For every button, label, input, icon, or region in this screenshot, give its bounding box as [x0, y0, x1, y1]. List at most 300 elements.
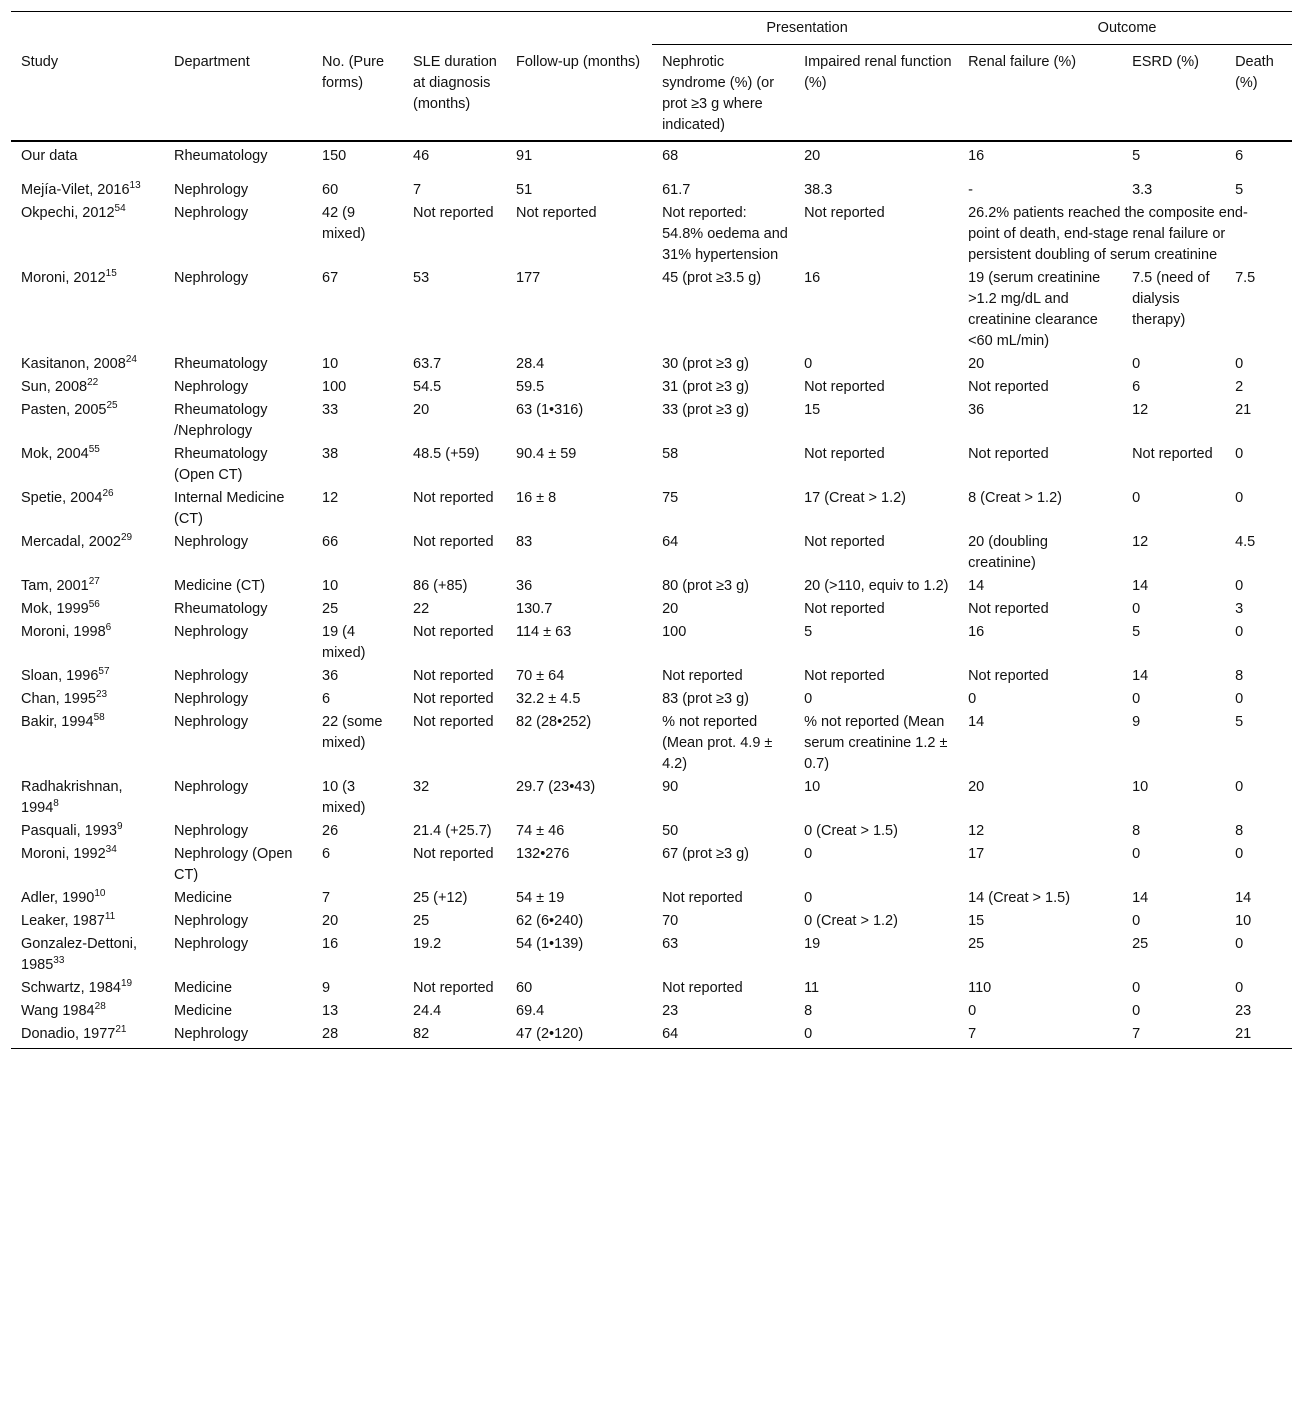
- study-name: Bakir, 1994: [21, 714, 94, 730]
- cell-death: 0: [1235, 356, 1244, 372]
- cell-esrd: 10: [1132, 779, 1149, 795]
- cell-study: [11, 665, 164, 688]
- cell-renal-failure: 110: [968, 980, 992, 996]
- cell-sle-duration: 21.4 (+25.7): [413, 823, 492, 839]
- study-name: Moroni, 2012: [21, 270, 106, 286]
- cell-esrd: 6: [1132, 379, 1141, 395]
- study-name: Gonzalez-Dettoni, 1985: [21, 936, 138, 973]
- lupus-nephritis-studies-table-container: [11, 11, 1292, 1049]
- cell-sle-duration: 54.5: [413, 379, 442, 395]
- table-row: [11, 443, 1292, 487]
- cell-impaired-renal-function: 8: [804, 1003, 813, 1019]
- table-row: [11, 933, 1292, 977]
- column-header-study: Study: [11, 45, 164, 142]
- cell-follow-up: 114 ± 63: [516, 624, 572, 640]
- cell-nephrotic-syndrome: 75: [662, 490, 679, 506]
- cell-renal-failure: 19 (serum creatinine >1.2 mg/dL and creatinine clearance <60 mL/min): [968, 270, 1101, 349]
- cell-follow-up: 51: [516, 182, 533, 198]
- cell-renal-failure: 14: [968, 714, 985, 730]
- cell-follow-up: 62 (6•240): [516, 913, 584, 929]
- cell-nephrotic-syndrome: 61.7: [662, 182, 691, 198]
- cell-impaired-renal-function: Not reported: [804, 601, 885, 617]
- table-row: [11, 820, 1292, 843]
- cell-renal-failure: Not reported: [968, 668, 1049, 684]
- cell-esrd: 0: [1132, 356, 1141, 372]
- reference-number: 56: [88, 599, 100, 611]
- cell-esrd: 0: [1132, 980, 1141, 996]
- cell-department: Nephrology: [174, 936, 249, 952]
- cell-follow-up: 32.2 ± 4.5: [516, 691, 581, 707]
- cell-nephrotic-syndrome: 70: [662, 913, 679, 929]
- cell-sle-duration: 82: [413, 1026, 430, 1042]
- header-group-row: [11, 12, 1292, 45]
- cell-renal-failure: 14 (Creat > 1.5): [968, 890, 1071, 906]
- cell-number: 6: [322, 691, 331, 707]
- cell-nephrotic-syndrome: % not reported (Mean prot. 4.9 ± 4.2): [662, 714, 773, 772]
- study-name: Schwartz, 1984: [21, 980, 121, 996]
- cell-death: 7.5: [1235, 270, 1256, 286]
- cell-renal-failure: Not reported: [968, 379, 1049, 395]
- cell-follow-up: 74 ± 46: [516, 823, 565, 839]
- cell-follow-up: 60: [516, 980, 533, 996]
- cell-impaired-renal-function: 16: [804, 270, 821, 286]
- table-row: [11, 376, 1292, 399]
- cell-study: [11, 843, 164, 887]
- table-body: [11, 141, 1292, 1049]
- cell-esrd: 0: [1132, 691, 1141, 707]
- cell-sle-duration: Not reported: [413, 668, 494, 684]
- cell-follow-up: 47 (2•120): [516, 1026, 584, 1042]
- cell-death: 10: [1235, 913, 1252, 929]
- cell-renal-failure: 20 (doubling creatinine): [968, 534, 1048, 571]
- header-group-spacer: [11, 12, 652, 45]
- cell-study: [11, 621, 164, 665]
- cell-renal-failure: 16: [968, 624, 985, 640]
- cell-study: [11, 575, 164, 598]
- cell-study: [11, 443, 164, 487]
- cell-death: 21: [1235, 402, 1252, 418]
- cell-esrd: 0: [1132, 846, 1141, 862]
- cell-department: Nephrology: [174, 691, 249, 707]
- cell-impaired-renal-function: 19: [804, 936, 821, 952]
- cell-study: [11, 399, 164, 443]
- cell-department: Nephrology: [174, 270, 249, 286]
- cell-impaired-renal-function: 15: [804, 402, 821, 418]
- cell-nephrotic-syndrome: Not reported: [662, 890, 743, 906]
- cell-death: 6: [1235, 148, 1244, 164]
- cell-renal-failure: 0: [968, 691, 977, 707]
- cell-nephrotic-syndrome: 20: [662, 601, 679, 617]
- cell-follow-up: 54 ± 19: [516, 890, 565, 906]
- study-name: Mejía-Vilet, 2016: [21, 182, 130, 198]
- cell-sle-duration: 20: [413, 402, 430, 418]
- cell-impaired-renal-function: 10: [804, 779, 821, 795]
- cell-death: 0: [1235, 779, 1244, 795]
- cell-nephrotic-syndrome: 68: [662, 148, 679, 164]
- cell-number: 42 (9 mixed): [322, 205, 366, 242]
- cell-department: Internal Medicine (CT): [174, 490, 285, 527]
- cell-esrd: 14: [1132, 578, 1149, 594]
- cell-follow-up: 91: [516, 148, 533, 164]
- table-row: [11, 575, 1292, 598]
- cell-department: Medicine: [174, 1003, 233, 1019]
- header-columns-row: [11, 45, 1292, 142]
- cell-nephrotic-syndrome: Not reported: 54.8% oedema and 31% hypertension: [662, 205, 788, 263]
- cell-follow-up: 132•276: [516, 846, 570, 862]
- table-row: [11, 1023, 1292, 1049]
- table-row: [11, 843, 1292, 887]
- cell-follow-up: 36: [516, 578, 533, 594]
- cell-follow-up: 82 (28•252): [516, 714, 592, 730]
- cell-esrd: 12: [1132, 402, 1149, 418]
- cell-department: Nephrology: [174, 913, 249, 929]
- cell-death: 21: [1235, 1026, 1252, 1042]
- cell-sle-duration: 86 (+85): [413, 578, 468, 594]
- column-header-department: Department: [164, 45, 312, 142]
- study-name: Chan, 1995: [21, 691, 96, 707]
- cell-nephrotic-syndrome: 50: [662, 823, 679, 839]
- cell-impaired-renal-function: % not reported (Mean serum creatinine 1.2 ± 0.7): [804, 714, 948, 772]
- cell-esrd: 7.5 (need of dialysis therapy): [1132, 270, 1210, 328]
- study-name: Moroni, 1998: [21, 624, 106, 640]
- table-row: [11, 399, 1292, 443]
- reference-number: 21: [115, 1024, 127, 1036]
- column-header-esrd: ESRD (%): [1122, 45, 1225, 142]
- cell-follow-up: 29.7 (23•43): [516, 779, 596, 795]
- cell-follow-up: 69.4: [516, 1003, 545, 1019]
- table-row: [11, 977, 1292, 1000]
- cell-esrd: 3.3: [1132, 182, 1153, 198]
- table-row: [11, 776, 1292, 820]
- cell-study: [11, 711, 164, 776]
- cell-sle-duration: Not reported: [413, 980, 494, 996]
- cell-sle-duration: 7: [413, 182, 422, 198]
- cell-impaired-renal-function: 17 (Creat > 1.2): [804, 490, 907, 506]
- cell-study: [11, 776, 164, 820]
- cell-esrd: 14: [1132, 890, 1149, 906]
- cell-renal-failure: 17: [968, 846, 985, 862]
- reference-number: 57: [98, 666, 110, 678]
- cell-death: 14: [1235, 890, 1252, 906]
- cell-number: 38: [322, 446, 339, 462]
- cell-study: [11, 887, 164, 910]
- cell-number: 25: [322, 601, 339, 617]
- table-row: [11, 353, 1292, 376]
- cell-department: Rheumatology: [174, 356, 268, 372]
- cell-esrd: 0: [1132, 601, 1141, 617]
- cell-sle-duration: Not reported: [413, 534, 494, 550]
- cell-nephrotic-syndrome: 58: [662, 446, 679, 462]
- study-name: Mok, 2004: [21, 446, 89, 462]
- cell-impaired-renal-function: Not reported: [804, 205, 885, 221]
- cell-nephrotic-syndrome: 64: [662, 1026, 679, 1042]
- cell-department: Nephrology: [174, 205, 249, 221]
- cell-renal-failure: Not reported: [968, 601, 1049, 617]
- cell-death: 2: [1235, 379, 1244, 395]
- cell-follow-up: 16 ± 8: [516, 490, 557, 506]
- cell-department: Rheumatology: [174, 148, 268, 164]
- cell-esrd: 7: [1132, 1026, 1141, 1042]
- column-header-nephrotic-syndrome: Nephrotic syndrome (%) (or prot ≥3 g where indicated): [652, 45, 794, 142]
- cell-death: 5: [1235, 182, 1244, 198]
- cell-study: [11, 267, 164, 353]
- cell-department: Nephrology (Open CT): [174, 846, 293, 883]
- cell-death: 0: [1235, 691, 1244, 707]
- cell-number: 100: [322, 379, 347, 395]
- cell-death: 3: [1235, 601, 1244, 617]
- cell-renal-failure: 7: [968, 1026, 977, 1042]
- reference-number: 19: [120, 978, 133, 990]
- column-header-number: No. (Pure forms): [312, 45, 403, 142]
- cell-renal-failure: 20: [968, 779, 985, 795]
- cell-death: 0: [1235, 490, 1244, 506]
- reference-number: 55: [88, 444, 100, 456]
- cell-department: Medicine (CT): [174, 578, 266, 594]
- cell-study: [11, 202, 164, 267]
- cell-department: Nephrology: [174, 379, 249, 395]
- reference-number: 54: [114, 203, 126, 215]
- reference-number: 34: [105, 844, 117, 856]
- cell-impaired-renal-function: 0 (Creat > 1.2): [804, 913, 898, 929]
- cell-department: Rheumatology: [174, 601, 268, 617]
- cell-sle-duration: 32: [413, 779, 430, 795]
- cell-number: 13: [322, 1003, 339, 1019]
- cell-department: Rheumatology (Open CT): [174, 446, 268, 483]
- study-name: Spetie, 2004: [21, 490, 103, 506]
- studies-comparison-table: [11, 11, 1292, 1049]
- table-row: [11, 487, 1292, 531]
- cell-sle-duration: 63.7: [413, 356, 442, 372]
- cell-merged-outcome: 26.2% patients reached the composite end-point of death, end-stage renal failure or persistent doubling of serum creatinine: [968, 205, 1248, 263]
- cell-follow-up: 28.4: [516, 356, 545, 372]
- table-row: [11, 531, 1292, 575]
- reference-number: 8: [53, 798, 59, 810]
- cell-death: 0: [1235, 846, 1244, 862]
- study-name: Donadio, 1977: [21, 1026, 116, 1042]
- cell-renal-failure: Not reported: [968, 446, 1049, 462]
- cell-sle-duration: Not reported: [413, 691, 494, 707]
- cell-death: 0: [1235, 624, 1244, 640]
- cell-death: 8: [1235, 823, 1244, 839]
- cell-nephrotic-syndrome: Not reported: [662, 980, 743, 996]
- table-row: [11, 141, 1292, 179]
- cell-nephrotic-syndrome: Not reported: [662, 668, 743, 684]
- study-name: Moroni, 1992: [21, 846, 106, 862]
- cell-impaired-renal-function: 20 (>110, equiv to 1.2): [804, 578, 949, 594]
- reference-number: 24: [125, 354, 137, 366]
- cell-impaired-renal-function: 11: [804, 980, 820, 996]
- cell-number: 60: [322, 182, 339, 198]
- cell-impaired-renal-function: 0: [804, 846, 813, 862]
- cell-number: 67: [322, 270, 339, 286]
- cell-renal-failure: 15: [968, 913, 985, 929]
- cell-department: Nephrology: [174, 1026, 249, 1042]
- table-row: [11, 598, 1292, 621]
- column-header-sle-duration: SLE duration at diagnosis (months): [403, 45, 506, 142]
- cell-impaired-renal-function: Not reported: [804, 668, 885, 684]
- cell-death: 4.5: [1235, 534, 1256, 550]
- cell-study: [11, 688, 164, 711]
- cell-renal-failure: 36: [968, 402, 985, 418]
- cell-nephrotic-syndrome: 45 (prot ≥3.5 g): [662, 270, 762, 286]
- cell-esrd: 5: [1132, 148, 1141, 164]
- cell-follow-up: 130.7: [516, 601, 553, 617]
- table-row: [11, 910, 1292, 933]
- study-name: Adler, 1990: [21, 890, 95, 906]
- cell-sle-duration: 46: [413, 148, 430, 164]
- table-row: [11, 665, 1292, 688]
- cell-sle-duration: 25 (+12): [413, 890, 468, 906]
- cell-department: Nephrology: [174, 182, 249, 198]
- cell-impaired-renal-function: 0: [804, 890, 813, 906]
- cell-impaired-renal-function: 0: [804, 1026, 813, 1042]
- cell-department: Nephrology: [174, 624, 249, 640]
- table-row: [11, 711, 1292, 776]
- header-group-outcome: Outcome: [958, 12, 1292, 45]
- cell-renal-failure: -: [968, 182, 973, 198]
- cell-study: [11, 820, 164, 843]
- cell-number: 33: [322, 402, 339, 418]
- cell-number: 10 (3 mixed): [322, 779, 366, 816]
- cell-number: 7: [322, 890, 331, 906]
- study-name: Mok, 1999: [21, 601, 89, 617]
- study-name: Pasquali, 1993: [21, 823, 117, 839]
- study-name: Leaker, 1987: [21, 913, 105, 929]
- cell-nephrotic-syndrome: 100: [662, 624, 687, 640]
- cell-esrd: 8: [1132, 823, 1141, 839]
- reference-number: 9: [116, 821, 123, 833]
- table-row: [11, 688, 1292, 711]
- cell-esrd: Not reported: [1132, 446, 1213, 462]
- reference-number: 26: [102, 488, 114, 500]
- cell-death: 0: [1235, 980, 1244, 996]
- cell-department: Nephrology: [174, 668, 249, 684]
- cell-number: 150: [322, 148, 347, 164]
- cell-nephrotic-syndrome: 31 (prot ≥3 g): [662, 379, 750, 395]
- cell-sle-duration: 48.5 (+59): [413, 446, 480, 462]
- cell-death: 5: [1235, 714, 1244, 730]
- table-row: [11, 267, 1292, 353]
- cell-study: [11, 353, 164, 376]
- study-name: Wang 1984: [21, 1003, 95, 1019]
- table-row: [11, 202, 1292, 267]
- cell-impaired-renal-function: 38.3: [804, 182, 833, 198]
- cell-nephrotic-syndrome: 67 (prot ≥3 g): [662, 846, 750, 862]
- cell-nephrotic-syndrome: 33 (prot ≥3 g): [662, 402, 750, 418]
- table-row: [11, 179, 1292, 202]
- reference-number: 22: [87, 377, 99, 389]
- column-header-renal-failure: Renal failure (%): [958, 45, 1122, 142]
- reference-number: 13: [129, 180, 141, 192]
- cell-follow-up: 63 (1•316): [516, 402, 584, 418]
- cell-esrd: 0: [1132, 490, 1141, 506]
- cell-follow-up: 83: [516, 534, 533, 550]
- reference-number: 10: [94, 888, 106, 900]
- cell-impaired-renal-function: 0: [804, 691, 813, 707]
- cell-impaired-renal-function: 5: [804, 624, 813, 640]
- cell-follow-up: Not reported: [516, 205, 597, 221]
- cell-department: Rheumatology /Nephrology: [174, 402, 268, 439]
- cell-department: Medicine: [174, 890, 233, 906]
- cell-department: Nephrology: [174, 779, 249, 795]
- header-group-presentation: Presentation: [652, 12, 958, 45]
- table-header: [11, 12, 1292, 142]
- cell-number: 28: [322, 1026, 339, 1042]
- cell-study: [11, 531, 164, 575]
- cell-number: 6: [322, 846, 331, 862]
- cell-renal-failure: 20: [968, 356, 985, 372]
- cell-department: Medicine: [174, 980, 233, 996]
- cell-follow-up: 177: [516, 270, 541, 286]
- cell-number: 16: [322, 936, 339, 952]
- cell-sle-duration: Not reported: [413, 624, 494, 640]
- cell-follow-up: 54 (1•139): [516, 936, 584, 952]
- cell-number: 20: [322, 913, 339, 929]
- reference-number: 23: [95, 689, 108, 701]
- cell-impaired-renal-function: 0 (Creat > 1.5): [804, 823, 898, 839]
- cell-number: 10: [322, 578, 339, 594]
- cell-esrd: 12: [1132, 534, 1149, 550]
- reference-number: 11: [104, 911, 116, 923]
- cell-renal-failure: 8 (Creat > 1.2): [968, 490, 1062, 506]
- cell-impaired-renal-function: Not reported: [804, 534, 885, 550]
- cell-nephrotic-syndrome: 63: [662, 936, 679, 952]
- cell-study: [11, 910, 164, 933]
- cell-esrd: 5: [1132, 624, 1141, 640]
- cell-sle-duration: 53: [413, 270, 430, 286]
- cell-study: [11, 1000, 164, 1023]
- table-row: [11, 621, 1292, 665]
- cell-impaired-renal-function: 20: [804, 148, 821, 164]
- cell-sle-duration: 24.4: [413, 1003, 442, 1019]
- cell-study: [11, 933, 164, 977]
- cell-renal-failure: 16: [968, 148, 985, 164]
- cell-impaired-renal-function: Not reported: [804, 446, 885, 462]
- cell-sle-duration: Not reported: [413, 714, 494, 730]
- reference-number: 6: [105, 622, 112, 634]
- cell-death: 23: [1235, 1003, 1252, 1019]
- cell-esrd: 0: [1132, 913, 1141, 929]
- cell-number: 19 (4 mixed): [322, 624, 366, 661]
- reference-number: 58: [93, 712, 105, 724]
- column-header-death: Death (%): [1225, 45, 1292, 142]
- cell-renal-failure: 0: [968, 1003, 977, 1019]
- study-name: Sloan, 1996: [21, 668, 99, 684]
- cell-number: 10: [322, 356, 339, 372]
- cell-sle-duration: 19.2: [413, 936, 442, 952]
- cell-number: 22 (some mixed): [322, 714, 383, 751]
- cell-nephrotic-syndrome: 64: [662, 534, 679, 550]
- study-name: Tam, 2001: [21, 578, 89, 594]
- cell-esrd: 9: [1132, 714, 1141, 730]
- cell-sle-duration: Not reported: [413, 490, 494, 506]
- cell-nephrotic-syndrome: 80 (prot ≥3 g): [662, 578, 750, 594]
- column-header-impaired-renal-function: Impaired renal function (%): [794, 45, 958, 142]
- cell-study: [11, 487, 164, 531]
- column-header-follow-up: Follow-up (months): [506, 45, 652, 142]
- study-name: Kasitanon, 2008: [21, 356, 126, 372]
- cell-esrd: 25: [1132, 936, 1149, 952]
- cell-number: 9: [322, 980, 331, 996]
- cell-department: Nephrology: [174, 714, 249, 730]
- cell-number: 66: [322, 534, 339, 550]
- cell-follow-up: 70 ± 64: [516, 668, 565, 684]
- reference-number: 33: [53, 955, 65, 967]
- cell-nephrotic-syndrome: 83 (prot ≥3 g): [662, 691, 750, 707]
- cell-follow-up: 59.5: [516, 379, 545, 395]
- reference-number: 27: [88, 576, 100, 588]
- cell-nephrotic-syndrome: 90: [662, 779, 679, 795]
